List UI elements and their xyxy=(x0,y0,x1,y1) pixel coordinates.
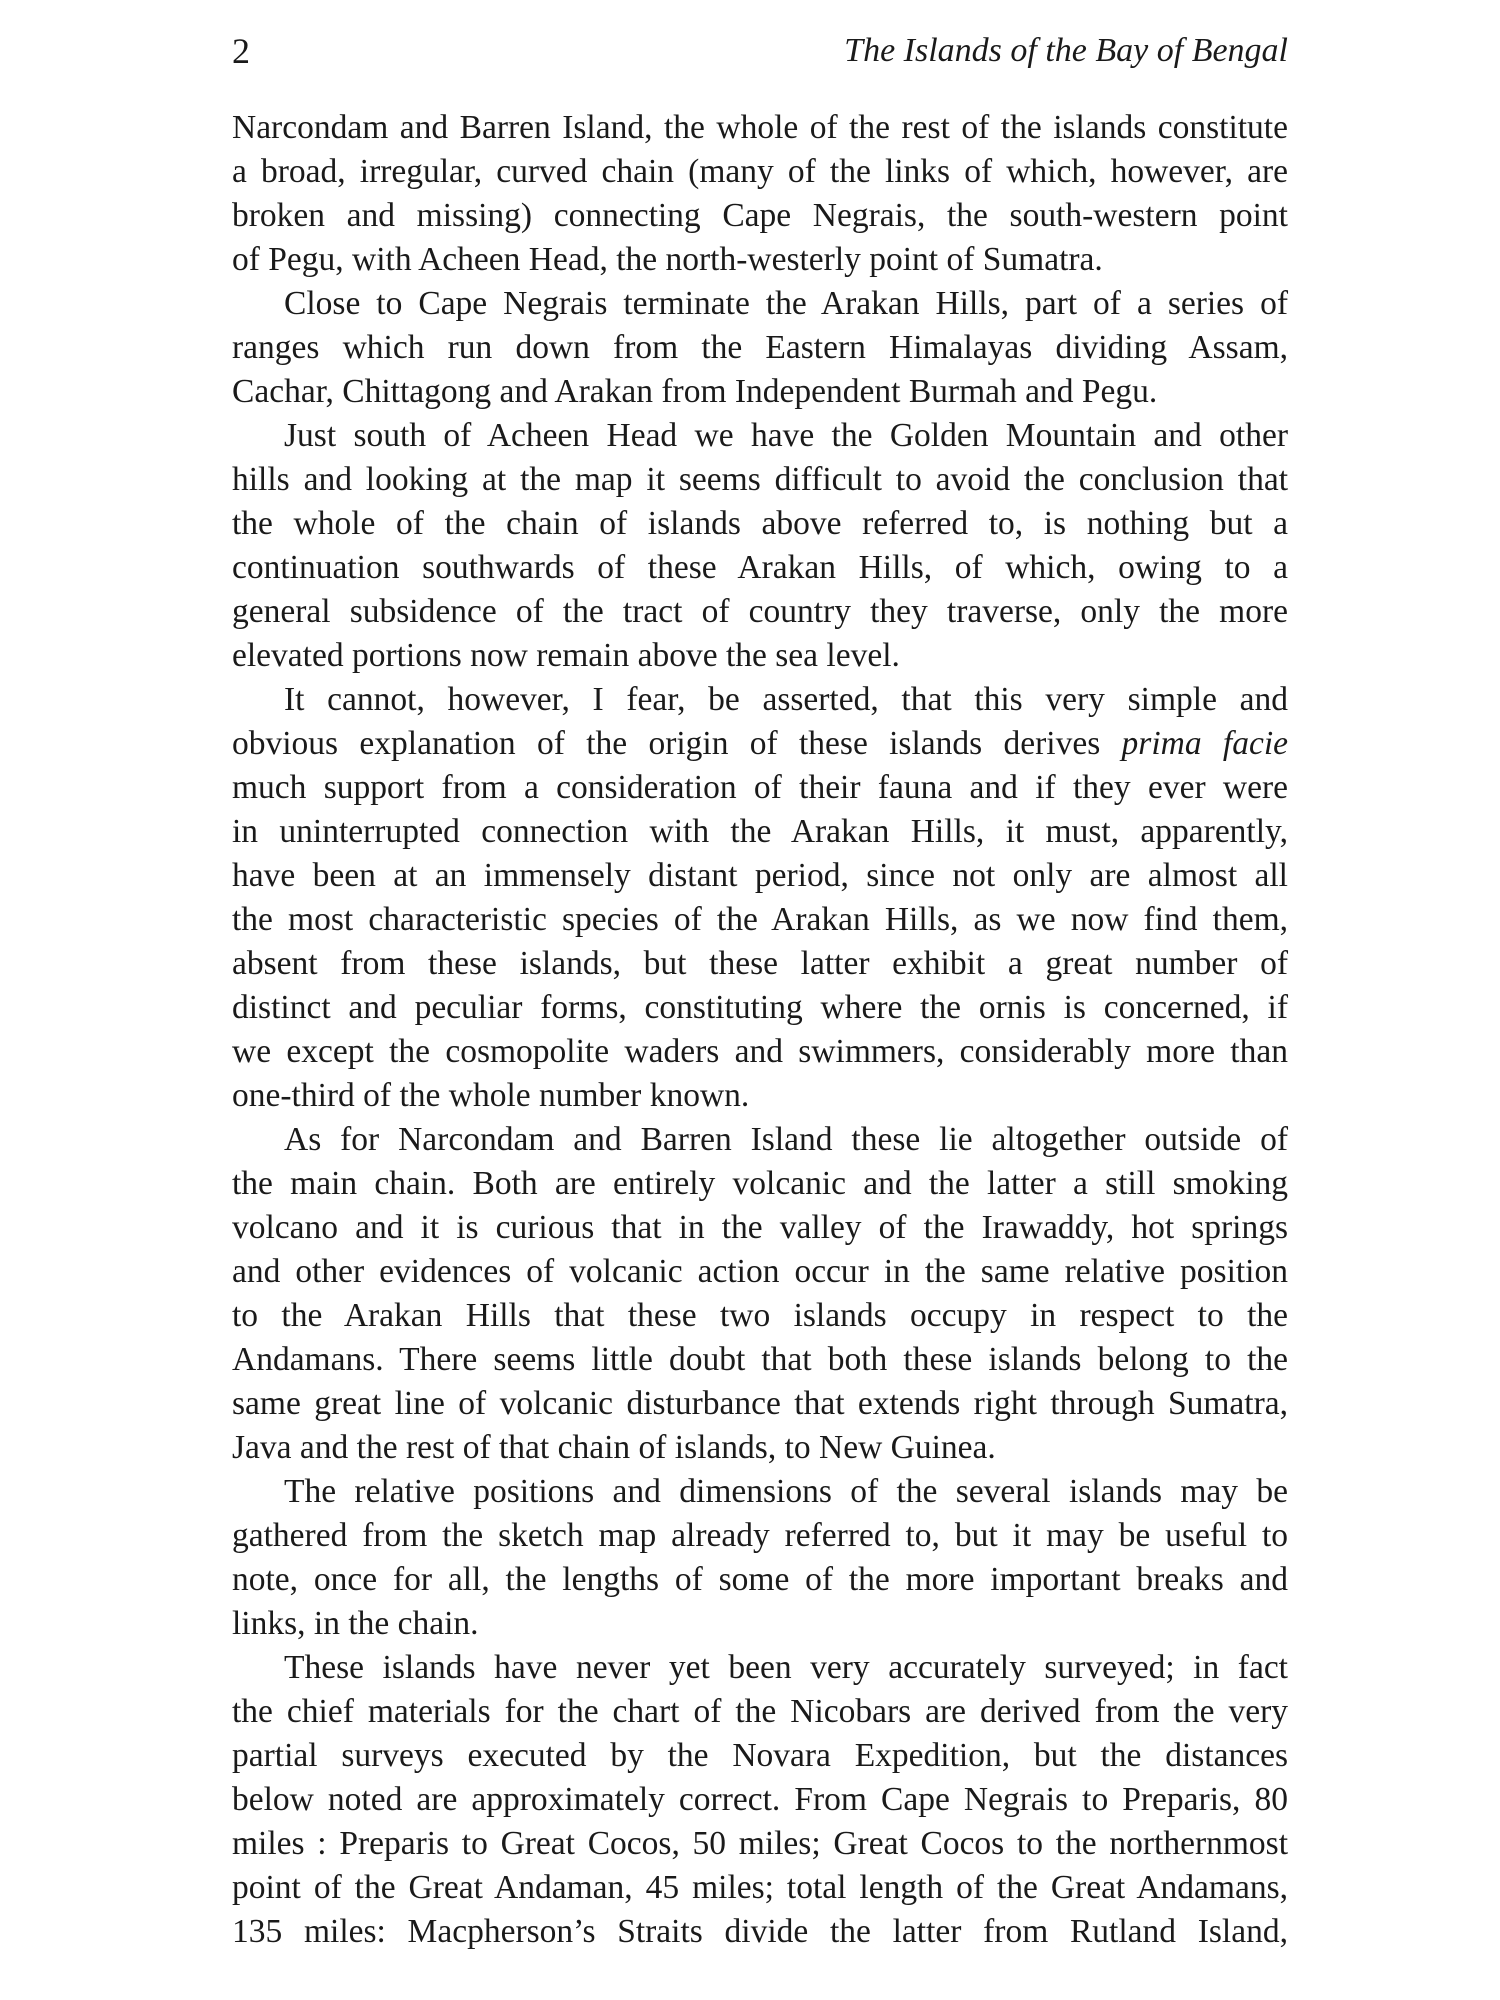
text-line: ranges which run down from the Eastern Himalayas dividing Assam, xyxy=(232,329,1288,366)
text-line: the main chain. Both are entirely volcanic and the latter a still smoking xyxy=(232,1165,1288,1202)
text-line: absent from these islands, but these latter exhibit a great number of xyxy=(232,945,1288,982)
page-header xyxy=(232,26,1288,76)
text-line: elevated portions now remain above the sea level. xyxy=(232,637,900,674)
text-line: the most characteristic species of the Arakan Hills, as we now find them, xyxy=(232,901,1288,938)
paragraph xyxy=(232,1470,1288,1646)
text-line: below noted are approximately correct. From Cape Negrais to Preparis, 80 xyxy=(232,1781,1288,1818)
text-line: we except the cosmopolite waders and swimmers, considerably more than xyxy=(232,1033,1288,1070)
text-line: Java and the rest of that chain of islands, to New Guinea. xyxy=(232,1429,996,1466)
text-line: miles : Preparis to Great Cocos, 50 miles; Great Cocos to the northernmost xyxy=(232,1825,1288,1862)
text-line: general subsidence of the tract of country they traverse, only the more xyxy=(232,593,1288,630)
text-line: hills and looking at the map it seems difficult to avoid the conclusion that xyxy=(232,461,1288,498)
text-line: same great line of volcanic disturbance that extends right through Sumatra, xyxy=(232,1385,1288,1422)
text-line: Close to Cape Negrais terminate the Arakan Hills, part of a series of xyxy=(284,285,1288,322)
text-line: These islands have never yet been very accurately surveyed; in fact xyxy=(284,1649,1288,1686)
paragraph xyxy=(232,678,1288,1118)
text-line: continuation southwards of these Arakan Hills, of which, owing to a xyxy=(232,549,1288,586)
paragraph xyxy=(232,106,1288,282)
text-line: have been at an immensely distant period, since not only are almost all xyxy=(232,857,1288,894)
text-line: in uninterrupted connection with the Arakan Hills, it must, apparently, xyxy=(232,813,1288,850)
paragraph xyxy=(232,1118,1288,1470)
text-line: of Pegu, with Acheen Head, the north-westerly point of Sumatra. xyxy=(232,241,1103,278)
text-line: distinct and peculiar forms, constituting where the ornis is concerned, if xyxy=(232,989,1288,1026)
text-line: one-third of the whole number known. xyxy=(232,1077,750,1114)
text-line: The relative positions and dimensions of the several islands may be xyxy=(284,1473,1288,1510)
text-line: broken and missing) connecting Cape Negrais, the south-western point xyxy=(232,197,1288,234)
paragraph xyxy=(232,414,1288,678)
text-line: much support from a consideration of their fauna and if they ever were xyxy=(232,769,1288,806)
running-title: The Islands of the Bay of Bengal xyxy=(844,32,1288,69)
text-line: the whole of the chain of islands above referred to, is nothing but a xyxy=(232,505,1288,542)
text-line: Just south of Acheen Head we have the Golden Mountain and other xyxy=(284,417,1288,454)
paragraph xyxy=(232,282,1288,414)
text-line: the chief materials for the chart of the Nicobars are derived from the very xyxy=(232,1693,1288,1730)
body-text xyxy=(232,106,1288,1954)
text-line: partial surveys executed by the Novara Expedition, but the distances xyxy=(232,1737,1288,1774)
text-line: Cachar, Chittagong and Arakan from Independent Burmah and Pegu. xyxy=(232,373,1158,410)
text-line: As for Narcondam and Barren Island these lie altogether outside of xyxy=(284,1121,1288,1158)
text-line: gathered from the sketch map already referred to, but it may be useful to xyxy=(232,1517,1288,1554)
page-number: 2 xyxy=(232,31,250,71)
text-line: 135 miles: Macpherson’s Straits divide the latter from Rutland Island, xyxy=(232,1913,1288,1950)
text-line: to the Arakan Hills that these two islands occupy in respect to the xyxy=(232,1297,1288,1334)
text-line: Andamans. There seems little doubt that both these islands belong to the xyxy=(232,1341,1288,1378)
text-line: note, once for all, the lengths of some of the more important breaks and xyxy=(232,1561,1288,1598)
paragraph xyxy=(232,1646,1288,1954)
text-line: volcano and it is curious that in the valley of the Irawaddy, hot springs xyxy=(232,1209,1288,1246)
italic-phrase: prima facie xyxy=(1121,725,1288,762)
text-line: point of the Great Andaman, 45 miles; total length of the Great Andamans, xyxy=(232,1869,1288,1906)
text-line: obvious explanation of the origin of these islands derives prima facie xyxy=(232,725,1288,762)
text-line: It cannot, however, I fear, be asserted, that this very simple and xyxy=(284,681,1288,718)
text-line: a broad, irregular, curved chain (many of the links of which, however, are xyxy=(232,153,1288,190)
text-line: Narcondam and Barren Island, the whole of the rest of the islands constitute xyxy=(232,109,1288,146)
text-line: links, in the chain. xyxy=(232,1605,479,1642)
text-line: and other evidences of volcanic action occur in the same relative position xyxy=(232,1253,1288,1290)
